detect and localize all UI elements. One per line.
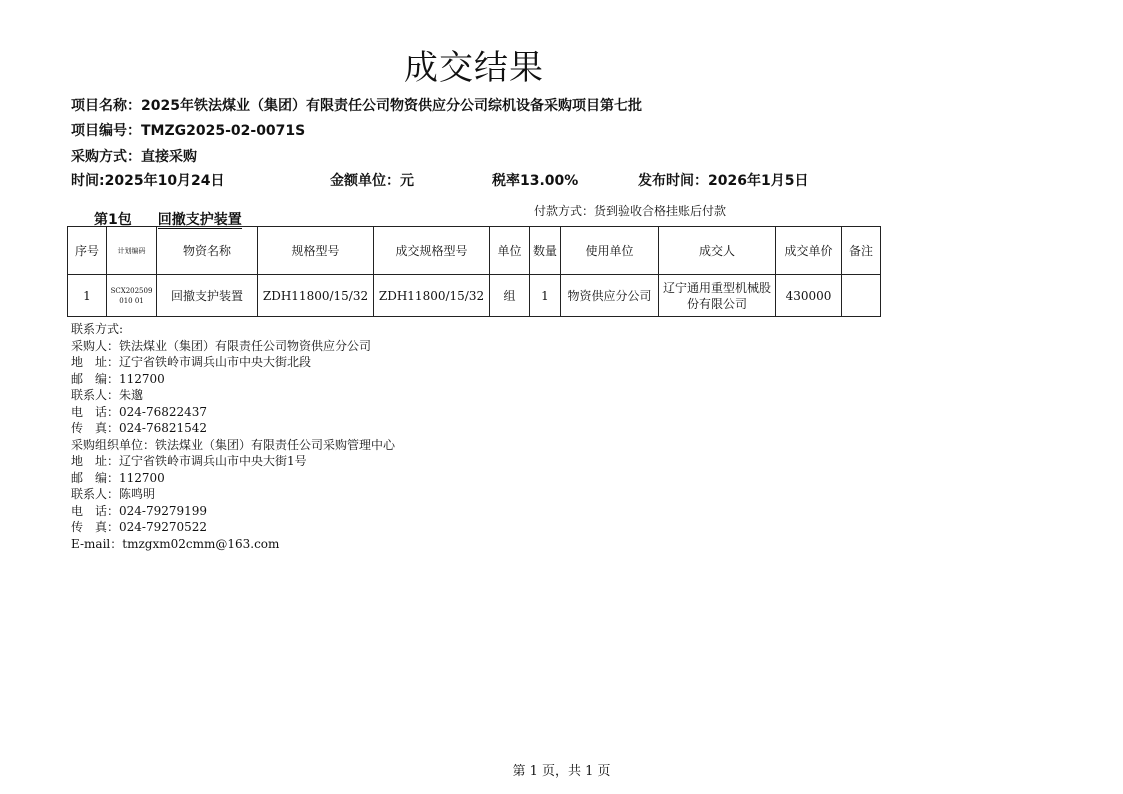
page-number: 第 1 页，共 1 页 bbox=[512, 764, 611, 779]
cell-deal-spec: ZDH11800/15/32 bbox=[374, 275, 490, 317]
project-name-line bbox=[71, 95, 642, 115]
header-unit: 单位 bbox=[490, 227, 530, 275]
time-value: 2025年10月24日 bbox=[104, 173, 225, 189]
procurement-method: 直接采购 bbox=[141, 149, 197, 165]
package-name: 回撤支护装置 bbox=[157, 212, 242, 228]
time-label: 时间: bbox=[71, 173, 105, 189]
header-deal-spec: 成交规格型号 bbox=[374, 227, 490, 275]
result-table bbox=[67, 226, 881, 317]
header-winner: 成交人 bbox=[659, 227, 776, 275]
project-number-line bbox=[71, 120, 305, 140]
amount-unit-value: 元 bbox=[400, 173, 414, 189]
cell-using-unit: 物资供应分公司 bbox=[561, 275, 659, 317]
procurement-method-label: 采购方式： bbox=[71, 149, 141, 165]
contact-line: 传 真：024-79270522 bbox=[71, 520, 208, 534]
cell-remark bbox=[842, 275, 881, 317]
contact-line: 采购组织单位：铁法煤业（集团）有限责任公司采购管理中心 bbox=[71, 437, 396, 452]
header-material-name: 物资名称 bbox=[157, 227, 258, 275]
time-line bbox=[71, 170, 225, 190]
package-number: 第1包 bbox=[94, 212, 132, 228]
cell-unit: 组 bbox=[490, 275, 530, 317]
header-using-unit: 使用单位 bbox=[561, 227, 659, 275]
amount-unit-label: 金额单位： bbox=[330, 173, 400, 189]
cell-unit-price: 430000 bbox=[776, 275, 842, 317]
page-title: 成交结果 bbox=[404, 48, 544, 88]
header-quantity: 数量 bbox=[530, 227, 561, 275]
cell-plan-code: SCX202509010 01 bbox=[107, 275, 157, 317]
project-number-label: 项目编号： bbox=[71, 123, 141, 139]
publish-time-line bbox=[638, 170, 808, 190]
tax-rate-label: 税率 bbox=[492, 173, 520, 189]
cell-material-name: 回撤支护装置 bbox=[157, 275, 258, 317]
project-name-label: 项目名称： bbox=[71, 98, 141, 114]
cell-index: 1 bbox=[68, 275, 107, 317]
project-number: TMZG2025-02-0071S bbox=[141, 123, 306, 139]
publish-time-value: 2026年1月5日 bbox=[708, 173, 809, 189]
cell-spec: ZDH11800/15/32 bbox=[258, 275, 374, 317]
table-header-row bbox=[68, 227, 881, 275]
contact-line: 电 话：024-76822437 bbox=[71, 404, 208, 419]
header-unit-price: 成交单价 bbox=[776, 227, 842, 275]
contact-line: 地 址：辽宁省铁岭市调兵山市中央大街1号 bbox=[71, 454, 307, 468]
header-remark: 备注 bbox=[842, 227, 881, 275]
contact-line: 地 址：辽宁省铁岭市调兵山市中央大街北段 bbox=[71, 355, 312, 369]
contact-line: 联系人：陈鸣明 bbox=[71, 487, 156, 501]
header-plan-code: 计划编码 bbox=[107, 227, 157, 275]
amount-unit-line bbox=[330, 170, 414, 190]
contact-line: 邮 编：112700 bbox=[71, 470, 165, 485]
contact-line: 邮 编：112700 bbox=[71, 371, 165, 386]
publish-time-label: 发布时间： bbox=[638, 173, 708, 189]
procurement-method-line bbox=[71, 146, 197, 166]
tax-rate-line bbox=[492, 170, 578, 190]
contact-line: 电 话：024-79279199 bbox=[71, 503, 208, 518]
contact-line: 联系人：朱邈 bbox=[71, 388, 144, 402]
project-name: 2025年铁法煤业（集团）有限责任公司物资供应分公司综机设备采购项目第七批 bbox=[141, 98, 642, 114]
cell-winner: 辽宁通用重型机械股份有限公司 bbox=[659, 275, 776, 317]
contact-line: 传 真：024-76821542 bbox=[71, 421, 208, 435]
header-index: 序号 bbox=[68, 227, 107, 275]
cell-quantity: 1 bbox=[530, 275, 561, 317]
payment-method: 付款方式：货到验收合格挂账后付款 bbox=[534, 204, 727, 218]
contact-line: E-mail：tmzgxm02cmm@163.com bbox=[71, 536, 280, 551]
header-spec: 规格型号 bbox=[258, 227, 374, 275]
contact-line: 联系方式: bbox=[71, 322, 124, 336]
contact-info bbox=[71, 321, 395, 552]
tax-rate-value: 13.00% bbox=[520, 173, 579, 189]
contact-line: 采购人：铁法煤业（集团）有限责任公司物资供应分公司 bbox=[71, 338, 372, 353]
table-row bbox=[68, 275, 881, 317]
